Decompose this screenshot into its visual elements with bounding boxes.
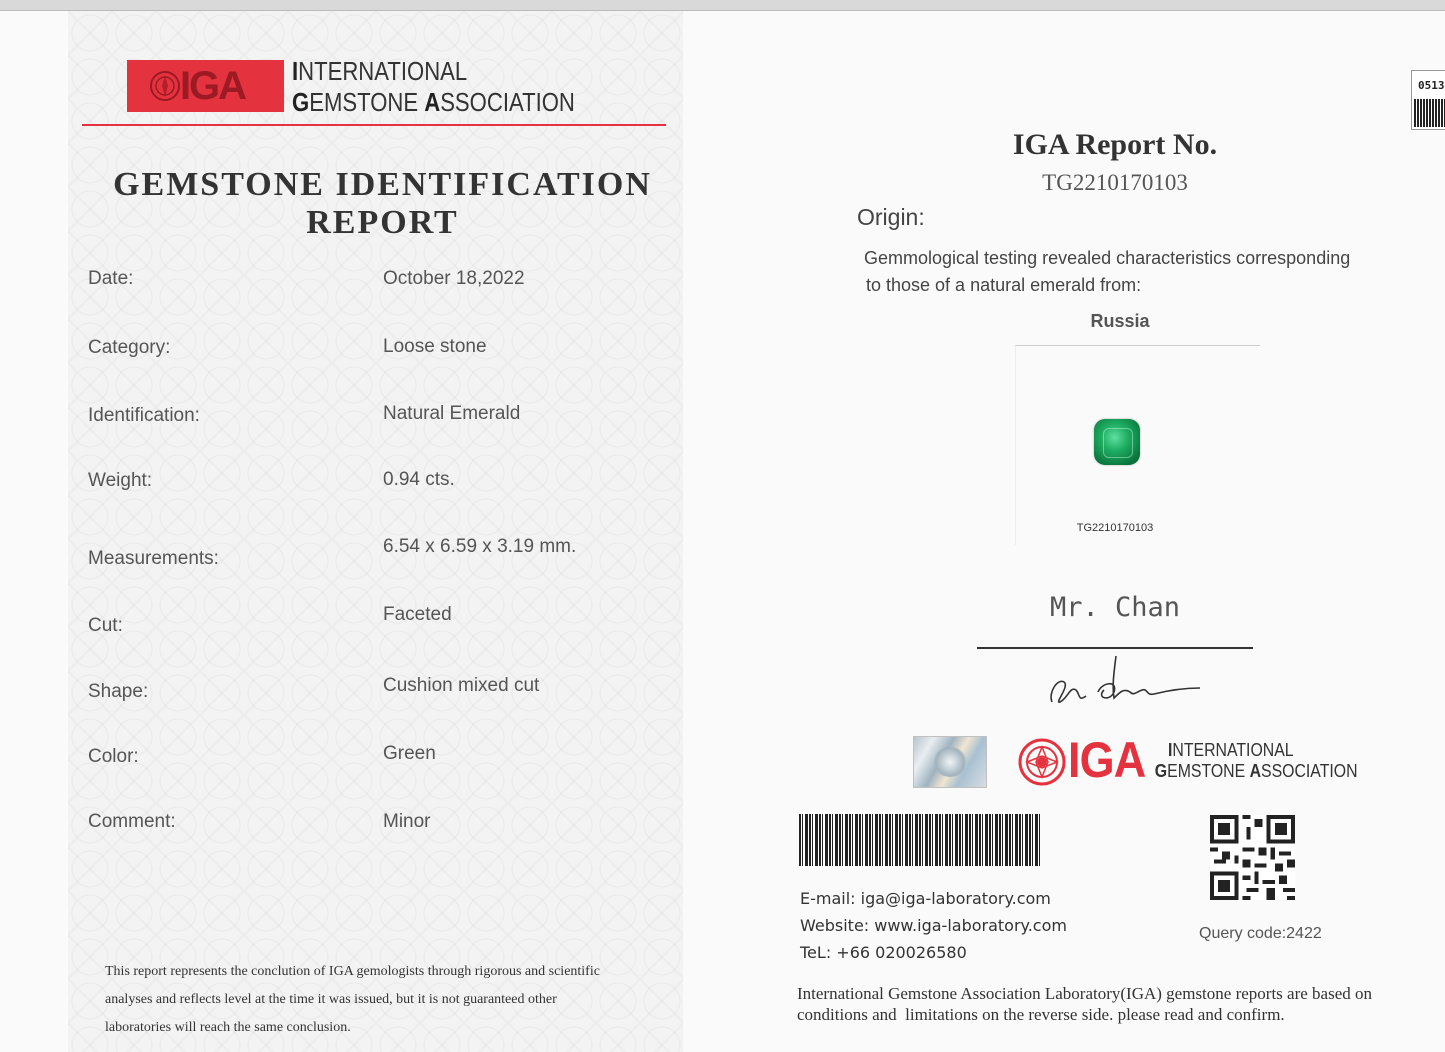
photo-caption: TG2210170103: [1076, 522, 1154, 534]
handwritten-signature: [1040, 652, 1210, 712]
origin-text-line1: Gemmological testing revealed characteristics corresponding: [864, 248, 1351, 268]
org-initial-i: I: [292, 56, 299, 86]
org-word-rest: EMSTONE: [309, 87, 425, 117]
field-identification-label: Identification:: [88, 405, 200, 426]
signer-name: Mr. Chan: [1049, 592, 1181, 623]
report-number: TG2210170103: [1042, 170, 1188, 195]
brand-word-rest: NTERNATIONAL: [1172, 740, 1294, 760]
footnote-line2: conditions and limitations on the reverse side. please read and confirm.: [797, 1005, 1285, 1024]
org-word-rest: SSOCIATION: [440, 87, 575, 117]
report-title-line2: REPORT: [306, 204, 459, 241]
query-code: Query code:2422: [1199, 925, 1322, 942]
field-weight-value: 0.94 cts.: [383, 469, 455, 490]
qr-code: [1210, 815, 1295, 900]
brand-line2: [1155, 761, 1358, 782]
field-comment-label: Comment:: [88, 811, 176, 832]
org-name: [292, 56, 575, 118]
field-weight-label: Weight:: [88, 470, 153, 491]
field-comment-value: Minor: [383, 811, 431, 832]
brand-org-name: [1154, 740, 1358, 782]
brand-initial: G: [1154, 761, 1168, 781]
field-category-label: Category:: [88, 337, 171, 358]
field-identification-value: Natural Emerald: [383, 403, 521, 424]
field-shape-label: Shape:: [88, 681, 149, 702]
iga-logo: [127, 60, 284, 112]
disclaimer-line1: This report represents the conclution of IGA gemologists through rigorous and scientific: [105, 964, 600, 979]
field-measurements-label: Measurements:: [88, 548, 219, 569]
brand-word-rest: SSOCIATION: [1261, 761, 1358, 781]
disclaimer-line2: analyses and reflects level at the time it was issued, but it is not guaranteed other: [105, 992, 557, 1007]
brand-initial: I: [1168, 740, 1173, 760]
report-barcode: [799, 814, 1040, 866]
footnote: [797, 983, 1442, 1025]
signature-line: [977, 647, 1253, 649]
iga-seal-icon: [1018, 738, 1066, 786]
contact-tel: TeL: +66 020026580: [800, 943, 967, 962]
field-date-value: October 18,2022: [383, 268, 525, 289]
field-category-value: Loose stone: [383, 336, 487, 357]
header-divider: [82, 124, 666, 126]
origin-label: Origin:: [857, 204, 925, 230]
origin-description: [864, 245, 1424, 299]
brand-word-rest: EMSTONE: [1167, 761, 1250, 781]
brand-initial: A: [1249, 761, 1262, 781]
field-color-value: Green: [383, 743, 436, 764]
report-no-title: IGA Report No.: [1012, 128, 1218, 161]
disclaimer: [105, 958, 650, 1042]
field-measurements-value: 6.54 x 6.59 x 3.19 mm.: [383, 536, 577, 557]
origin-country: Russia: [1090, 311, 1150, 331]
hologram-sticker: [913, 736, 987, 788]
iga-brand-text: IGA: [1068, 732, 1146, 788]
report-title: [80, 166, 685, 242]
origin-text-line2: to those of a natural emerald from:: [866, 275, 1142, 295]
org-line1-rest: NTERNATIONAL: [298, 56, 468, 86]
org-initial: G: [292, 87, 310, 117]
field-date-label: Date:: [88, 268, 134, 289]
corner-tag-number: 0513: [1418, 79, 1445, 92]
field-shape-value: Cushion mixed cut: [383, 675, 540, 696]
seal-icon: [149, 70, 181, 102]
footnote-line1: International Gemstone Association Laboratory(IGA) gemstone reports are based on: [797, 984, 1372, 1003]
contact-website: Website: www.iga-laboratory.com: [800, 916, 1067, 935]
org-line2: [292, 87, 575, 117]
field-cut-label: Cut:: [88, 615, 123, 636]
contact-email: E-mail: iga@iga-laboratory.com: [800, 889, 1051, 908]
corner-barcode: [1414, 99, 1445, 127]
logo-text: IGA: [179, 63, 246, 108]
brand-line1: [1168, 740, 1358, 761]
field-cut-value: Faceted: [383, 604, 452, 625]
report-title-line1: GEMSTONE IDENTIFICATION: [113, 166, 652, 203]
disclaimer-line3: laboratories will reach the same conclusion.: [105, 1020, 351, 1035]
emerald-photo: [1094, 419, 1140, 465]
field-color-label: Color:: [88, 746, 139, 767]
org-initial: A: [424, 87, 441, 117]
corner-barcode-tag: [1411, 70, 1445, 130]
